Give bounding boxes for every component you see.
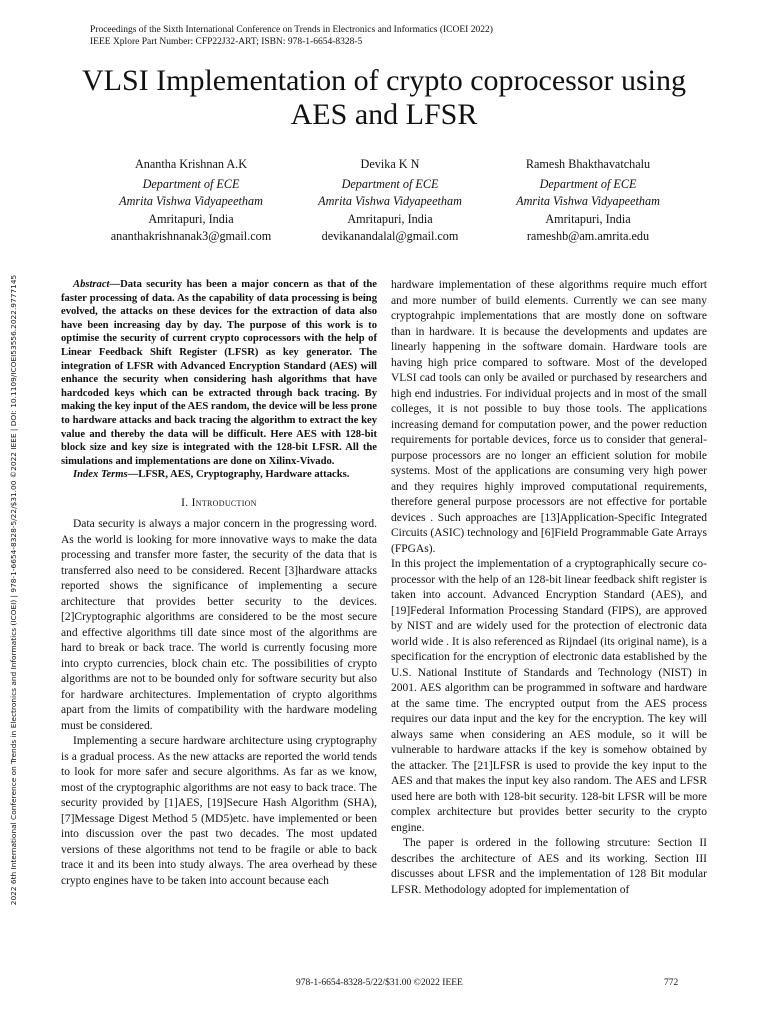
index-terms-label: Index Terms xyxy=(73,469,128,481)
doi-sidebar: 2022 6th International Conference on Trends in Electronics and Informatics (ICOEI) | 978-1-6654-8328-5/22/$31.00 ©2022 IEEE | DOI: 10.1109/ICOEI53556.2022.9777145 xyxy=(9,274,18,906)
author-university: Amrita Vishwa Vidyapeetham xyxy=(119,194,263,208)
author-email[interactable]: rameshb@am.amrita.edu xyxy=(526,229,650,243)
abstract-text: —Data security has been a major concern as that of the faster processing of data. As the capability of data processing is being evolved, the attacks on these devices for the extraction of data also have been increasing day by day. The purpose of this work is to optimise the security of current crypto coprocessors with the help of Linear Feedback Shift Register (LFSR) as key generator. The integration of LFSR with Advanced Encryption Standard (AES) will enhance the security when considering hash algorithms that have hardcoded keys which can be extracted through back tracing. By making the key input of the AES random, the device will be less prone to hardware attacks and back tracing the algorithm to extract the key value and thereby the data will be difficult. Here AES with 128-bit block size and key size is integrated with the 128-bit LFSR. All the simulations and implementations are done on Xilinx-Vivado. xyxy=(61,279,377,467)
author-email[interactable]: ananthakrishnanak3@gmail.com xyxy=(110,229,272,243)
proceedings-header xyxy=(90,24,493,48)
author-name: Devika K N xyxy=(360,157,420,171)
author-department: Department of ECE xyxy=(142,176,240,191)
author-location: Amritapuri, India xyxy=(347,211,433,226)
title-line-1: VLSI Implementation of crypto coprocessor using xyxy=(81,64,687,97)
author-name: Ramesh Bhakthavatchalu xyxy=(525,157,651,171)
section-heading-introduction: I. Introduction xyxy=(181,496,257,509)
abstract-label: Abstract xyxy=(73,279,110,290)
abstract xyxy=(61,278,377,468)
copyright-notice: 978-1-6654-8328-5/22/$31.00 ©2022 IEEE xyxy=(296,978,463,988)
author-department: Department of ECE xyxy=(341,176,439,191)
paragraph: Data security is always a major concern in the progressing word. As the world is looking for more innovative ways to make the data processing and transfer more faster, the security of the data that is transferred also need to be considered. Recent [3]hardware attacks reported shows the significance of implementing a secure architecture that provides better security to the devices. [2]Cryptographic algorithms are considered to be the most secure and effective algorithms till date since most of the algorithms are hard to break or back trace. The world is currently focusing more into crypto currencies, block chain etc. The possibilities of crypto algorithms are not to be bounded only for software security but also for hardware architectures. Implementation of crypto algorithms apart from the limits of compatibility with the hardware modeling must be considered. xyxy=(61,518,377,732)
right-column xyxy=(391,278,707,898)
header-line-2: IEEE Xplore Part Number: CFP22J32-ART; ISBN: 978-1-6654-8328-5 xyxy=(90,37,363,47)
author-email[interactable]: devikanandalal@gmail.com xyxy=(321,229,459,243)
paragraph: In this project the implementation of a cryptographically secure co-processor with the help of an 128-bit linear feedback shift register is taken into account. Advanced Encryption Standard (AES), and [19]Federal Information Processing Standard (FIPS), are approved by NIST and are widely used for the protection of electronic data world wide . It is also referenced as Rijndael (its original name), is a specification for the encryption of electronic data established by the U.S. National Institute of Standards and Technology (NIST) in 2001. AES algorithm can be programmed in software and hardware at the same time. The encrypted output from the AES process requires our data input and the key for the encryption. The key will always same when considering an AES module, so it will be vulnerable to hardware attacks if the key is somehow obtained by the attacker. The [21]LFSR is used to provide the key input to the AES and that makes the input key also random. The AES and LFSR used here are both with 128-bit security. 128-bit LFSR will be more complex architecture but provides better security to the crypto engine. xyxy=(391,558,707,834)
index-terms xyxy=(61,468,377,482)
author-university: Amrita Vishwa Vidyapeetham xyxy=(318,194,462,208)
index-terms-text: —LFSR, AES, Cryptography, Hardware attacks. xyxy=(127,469,350,481)
author-university: Amrita Vishwa Vidyapeetham xyxy=(516,194,660,208)
paper-title xyxy=(40,64,728,132)
paragraph: Implementing a secure hardware architecture using cryptography is a gradual process. As the new attacks are reported the world tends to look for more safer and secure algorithms. As far as we know, most of the cryptographic algorithms are not easy to back trace. The security provided by [1]AES, [19]Secure Hash Algorithm (SHA), [7]Message Digest Method 5 (MD5)etc. have implemented or been into discussion over the past two decades. The most updated versions of these algorithms not tend to be fragile or able to back trace it and its been into study always. The area overhead by these crypto engines have to be taken into account because each xyxy=(61,735,377,887)
author-location: Amritapuri, India xyxy=(545,211,631,226)
author-location: Amritapuri, India xyxy=(148,211,234,226)
author-block-3 xyxy=(468,156,708,246)
author-department: Department of ECE xyxy=(539,176,637,191)
title-line-2: AES and LFSR xyxy=(290,98,478,131)
paragraph: The paper is ordered in the following strcuture: Section II describes the architecture of AES and its working. Section III discusses about LFSR and the implementation of 128 Bit modular LFSR. Methodology adopted for implementation of xyxy=(391,837,707,896)
left-column xyxy=(61,278,377,889)
page-number: 772 xyxy=(664,978,679,988)
author-name: Anantha Krishnan A.K xyxy=(134,157,248,171)
header-line-1: Proceedings of the Sixth International Conference on Trends in Electronics and Informatics (ICOEI 2022) xyxy=(90,25,493,35)
paragraph: hardware implementation of these algorithms require much effort and more number of build elements. Currently we can see many cryptograhpic implementations that are mostly done on software than in hardware. It is because the developments and updates are linearly happening in the software domain. Hardware tools are having high price compared to software. Most of the developed VLSI cad tools can only be availed or purchased by researchers and high end industries. For individual projects and in most of the small colleges, it is not possible to buy those tools. The applications increasing demand for computation power, and the power reduction requirements for portable devices, force us to consider that general-purpose processors are no longer an efficient solution for mobile systems. Most of the applications are consuming very high power and they requires highly improved computational requirements, therefore general purpose processors are not effective for portable devices . Such approaches are [13]Application-Specific Integrated Circuits (ASIC) technology and [6]Field Programmable Gate Arrays (FPGAs). xyxy=(391,279,707,555)
